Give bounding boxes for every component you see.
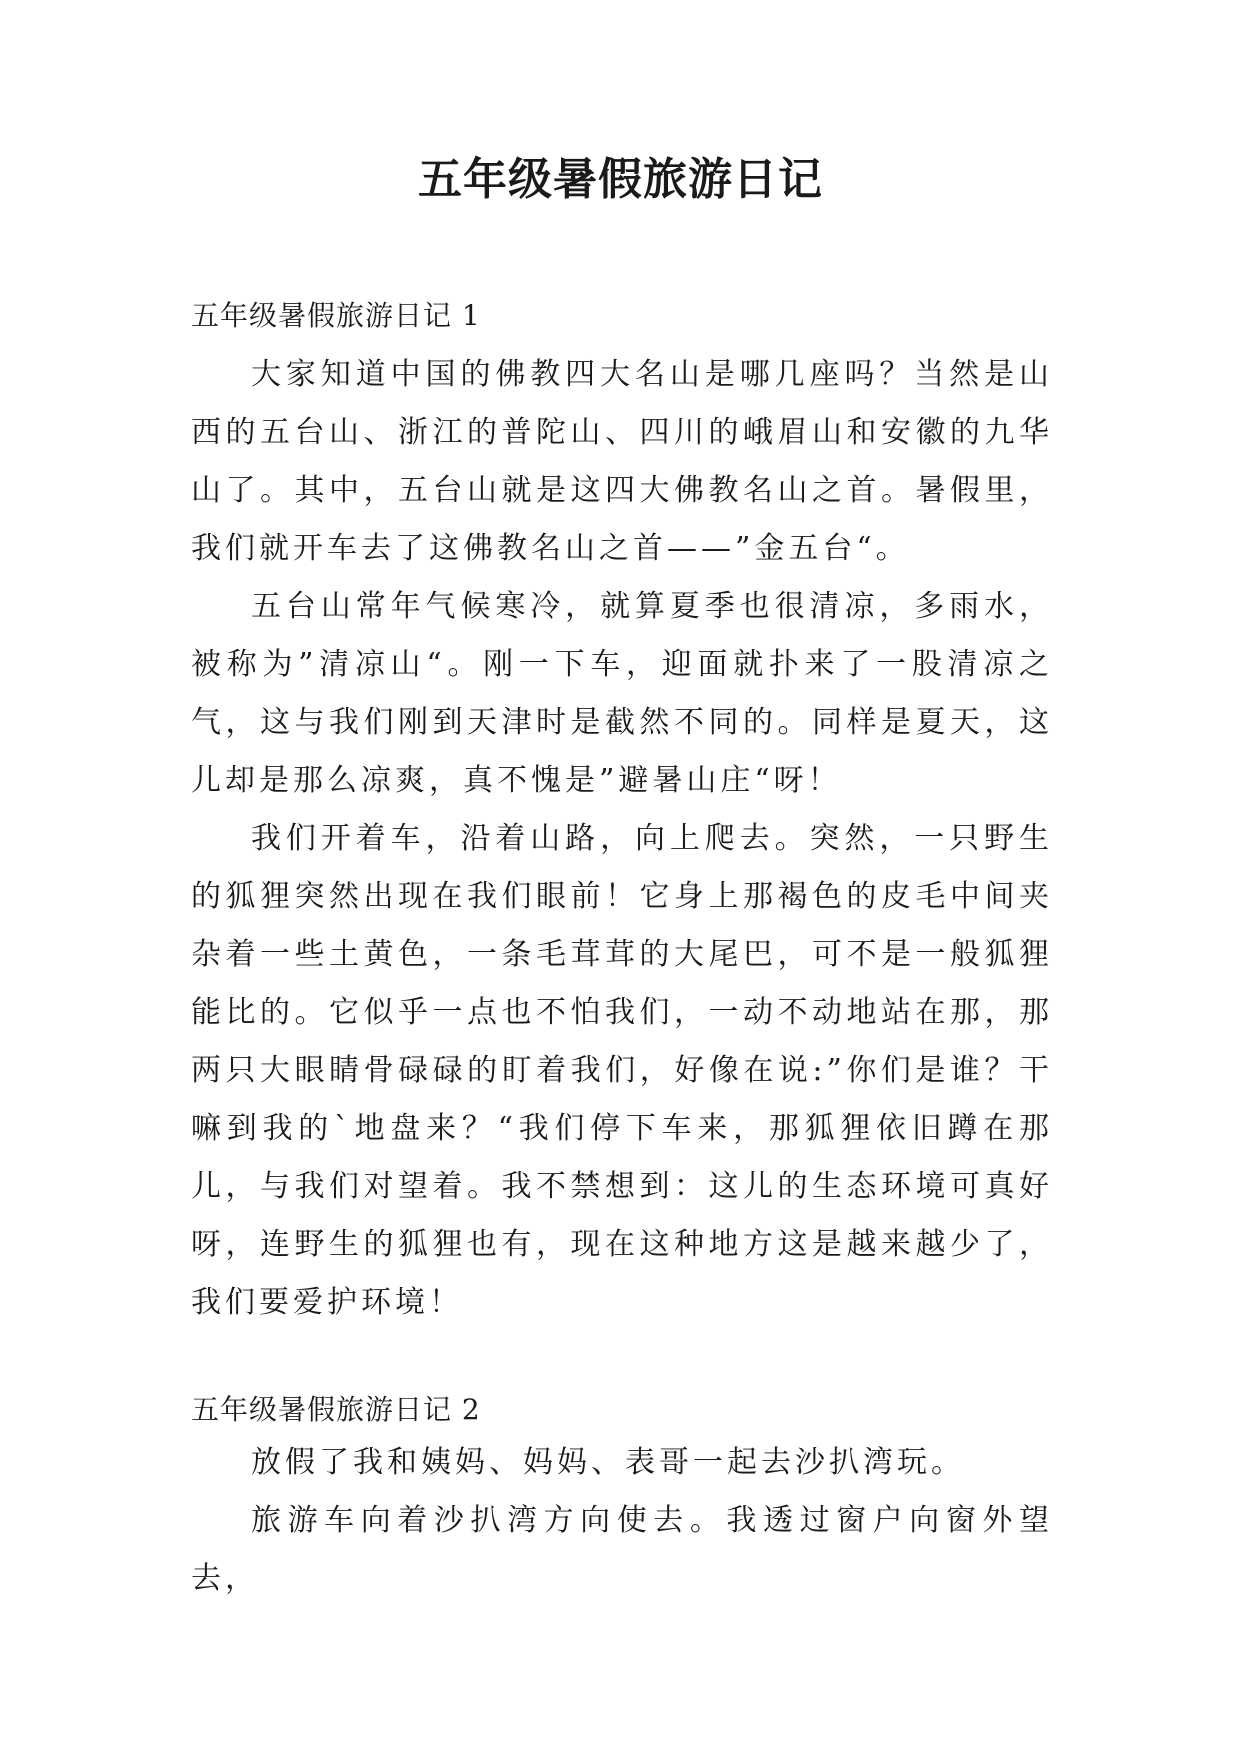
page-title: 五年级暑假旅游日记 — [418, 154, 823, 205]
diary-entry-2 — [191, 1390, 1053, 1608]
paragraph: 我们开着车，沿着山路，向上爬去。突然，一只野生的狐狸突然出现在我们眼前！它身上那褐色的皮毛中间夹杂着一些土黄色，一条毛茸茸的大尾巴，可不是一般狐狸能比的。它似乎一点也不怕我们，一动不动地站在那，那两只大眼睛骨碌碌的盯着我们，好像在说:”你们是谁？干嘛到我的`地盘来？“我们停下车来，那狐狸依旧蹲在那儿，与我们对望着。我不禁想到：这儿的生态环境可真好呀，连野生的狐狸也有，现在这种地方这是越来越少了，我们要爱护环境！ — [191, 821, 1053, 1320]
section-heading-2: 五年级暑假旅游日记 2 — [191, 1393, 481, 1426]
paragraph: 旅游车向着沙扒湾方向使去。我透过窗户向窗外望去， — [191, 1503, 1053, 1596]
diary-entry-1 — [191, 296, 1053, 1332]
paragraph: 大家知道中国的佛教四大名山是哪几座吗？当然是山西的五台山、浙江的普陀山、四川的峨眉山和安徽的九华山了。其中，五台山就是这四大佛教名山之首。暑假里，我们就开车去了这佛教名山之首——”金五台“。 — [191, 357, 1053, 566]
paragraph: 五台山常年气候寒冷，就算夏季也很清凉，多雨水，被称为”清凉山“。刚一下车，迎面就扑来了一股清凉之气，这与我们刚到天津时是截然不同的。同样是夏天，这儿却是那么凉爽，真不愧是”避暑山庄“呀！ — [191, 589, 1053, 798]
paragraph: 放假了我和姨妈、妈妈、表哥一起去沙扒湾玩。 — [251, 1445, 965, 1480]
section-heading-1: 五年级暑假旅游日记 1 — [191, 299, 481, 332]
